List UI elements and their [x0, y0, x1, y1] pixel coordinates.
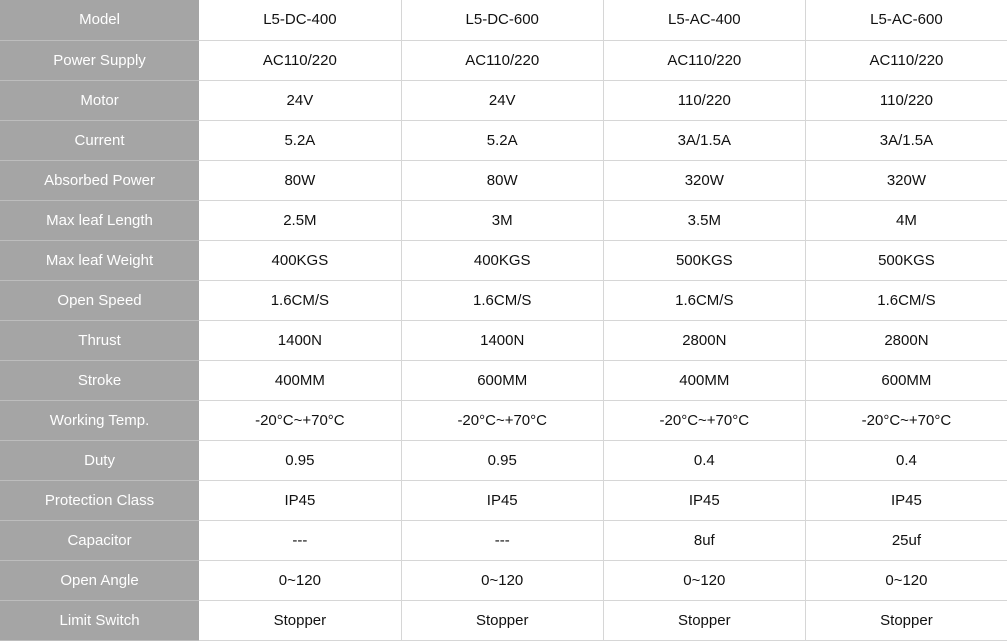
cell-l5-ac-400: 0.4 [603, 440, 805, 480]
cell-l5-ac-400: 8uf [603, 520, 805, 560]
row-open-angle [0, 560, 1007, 600]
cell-l5-ac-400: 320W [603, 160, 805, 200]
cell-l5-dc-400: 2.5M [199, 200, 401, 240]
cell-l5-dc-400: AC110/220 [199, 40, 401, 80]
cell-l5-dc-600: 400KGS [401, 240, 603, 280]
row-duty [0, 440, 1007, 480]
row-thrust [0, 320, 1007, 360]
cell-l5-ac-400: L5-AC-400 [603, 0, 805, 40]
row-label: Absorbed Power [0, 160, 199, 200]
cell-l5-ac-600: 0~120 [805, 560, 1007, 600]
cell-l5-ac-400: 110/220 [603, 80, 805, 120]
cell-l5-ac-400: 500KGS [603, 240, 805, 280]
row-absorbed-power [0, 160, 1007, 200]
cell-l5-dc-600: 24V [401, 80, 603, 120]
cell-l5-dc-400: 1.6CM/S [199, 280, 401, 320]
cell-l5-dc-600: 5.2A [401, 120, 603, 160]
cell-l5-dc-600: 1400N [401, 320, 603, 360]
row-stroke [0, 360, 1007, 400]
cell-l5-dc-600: 600MM [401, 360, 603, 400]
cell-l5-dc-400: 0~120 [199, 560, 401, 600]
cell-l5-ac-600: 1.6CM/S [805, 280, 1007, 320]
cell-l5-ac-600: 110/220 [805, 80, 1007, 120]
row-label: Max leaf Length [0, 200, 199, 240]
cell-l5-ac-400: 3.5M [603, 200, 805, 240]
cell-l5-dc-400: -20°C~+70°C [199, 400, 401, 440]
row-current [0, 120, 1007, 160]
cell-l5-ac-600: 320W [805, 160, 1007, 200]
row-label: Motor [0, 80, 199, 120]
cell-l5-dc-600: -20°C~+70°C [401, 400, 603, 440]
row-label: Current [0, 120, 199, 160]
cell-l5-dc-600: IP45 [401, 480, 603, 520]
cell-l5-ac-400: IP45 [603, 480, 805, 520]
cell-l5-dc-400: 400MM [199, 360, 401, 400]
cell-l5-ac-600: 500KGS [805, 240, 1007, 280]
row-capacitor [0, 520, 1007, 560]
row-label: Open Angle [0, 560, 199, 600]
cell-l5-dc-400: 0.95 [199, 440, 401, 480]
row-label: Duty [0, 440, 199, 480]
row-open-speed [0, 280, 1007, 320]
cell-l5-dc-400: 80W [199, 160, 401, 200]
cell-l5-ac-400: -20°C~+70°C [603, 400, 805, 440]
cell-l5-ac-400: 0~120 [603, 560, 805, 600]
row-label: Working Temp. [0, 400, 199, 440]
cell-l5-ac-400: 400MM [603, 360, 805, 400]
cell-l5-dc-400: 400KGS [199, 240, 401, 280]
cell-l5-dc-600: 80W [401, 160, 603, 200]
row-label: Max leaf Weight [0, 240, 199, 280]
row-max-leaf-length [0, 200, 1007, 240]
cell-l5-dc-600: 1.6CM/S [401, 280, 603, 320]
cell-l5-ac-600: 25uf [805, 520, 1007, 560]
cell-l5-ac-600: 600MM [805, 360, 1007, 400]
row-label: Limit Switch [0, 600, 199, 640]
cell-l5-ac-600: 0.4 [805, 440, 1007, 480]
row-label: Capacitor [0, 520, 199, 560]
row-model [0, 0, 1007, 40]
cell-l5-ac-600: AC110/220 [805, 40, 1007, 80]
cell-l5-dc-400: 5.2A [199, 120, 401, 160]
row-label: Model [0, 0, 199, 40]
row-label: Thrust [0, 320, 199, 360]
row-max-leaf-weight [0, 240, 1007, 280]
row-label: Open Speed [0, 280, 199, 320]
row-power-supply [0, 40, 1007, 80]
cell-l5-dc-400: 24V [199, 80, 401, 120]
row-working-temp [0, 400, 1007, 440]
cell-l5-ac-600: IP45 [805, 480, 1007, 520]
cell-l5-ac-600: Stopper [805, 600, 1007, 640]
row-label: Power Supply [0, 40, 199, 80]
cell-l5-ac-400: AC110/220 [603, 40, 805, 80]
cell-l5-ac-600: 4M [805, 200, 1007, 240]
cell-l5-ac-600: L5-AC-600 [805, 0, 1007, 40]
cell-l5-ac-400: Stopper [603, 600, 805, 640]
cell-l5-dc-400: Stopper [199, 600, 401, 640]
cell-l5-ac-600: 2800N [805, 320, 1007, 360]
cell-l5-dc-600: --- [401, 520, 603, 560]
cell-l5-ac-600: 3A/1.5A [805, 120, 1007, 160]
cell-l5-dc-400: 1400N [199, 320, 401, 360]
cell-l5-dc-400: L5-DC-400 [199, 0, 401, 40]
cell-l5-ac-400: 3A/1.5A [603, 120, 805, 160]
cell-l5-ac-400: 1.6CM/S [603, 280, 805, 320]
cell-l5-dc-600: AC110/220 [401, 40, 603, 80]
cell-l5-dc-600: Stopper [401, 600, 603, 640]
row-label: Protection Class [0, 480, 199, 520]
row-protection-class [0, 480, 1007, 520]
cell-l5-dc-600: 0.95 [401, 440, 603, 480]
row-motor [0, 80, 1007, 120]
cell-l5-ac-600: -20°C~+70°C [805, 400, 1007, 440]
row-label: Stroke [0, 360, 199, 400]
cell-l5-ac-400: 2800N [603, 320, 805, 360]
cell-l5-dc-600: L5-DC-600 [401, 0, 603, 40]
cell-l5-dc-600: 0~120 [401, 560, 603, 600]
cell-l5-dc-400: IP45 [199, 480, 401, 520]
cell-l5-dc-600: 3M [401, 200, 603, 240]
cell-l5-dc-400: --- [199, 520, 401, 560]
row-limit-switch [0, 600, 1007, 640]
